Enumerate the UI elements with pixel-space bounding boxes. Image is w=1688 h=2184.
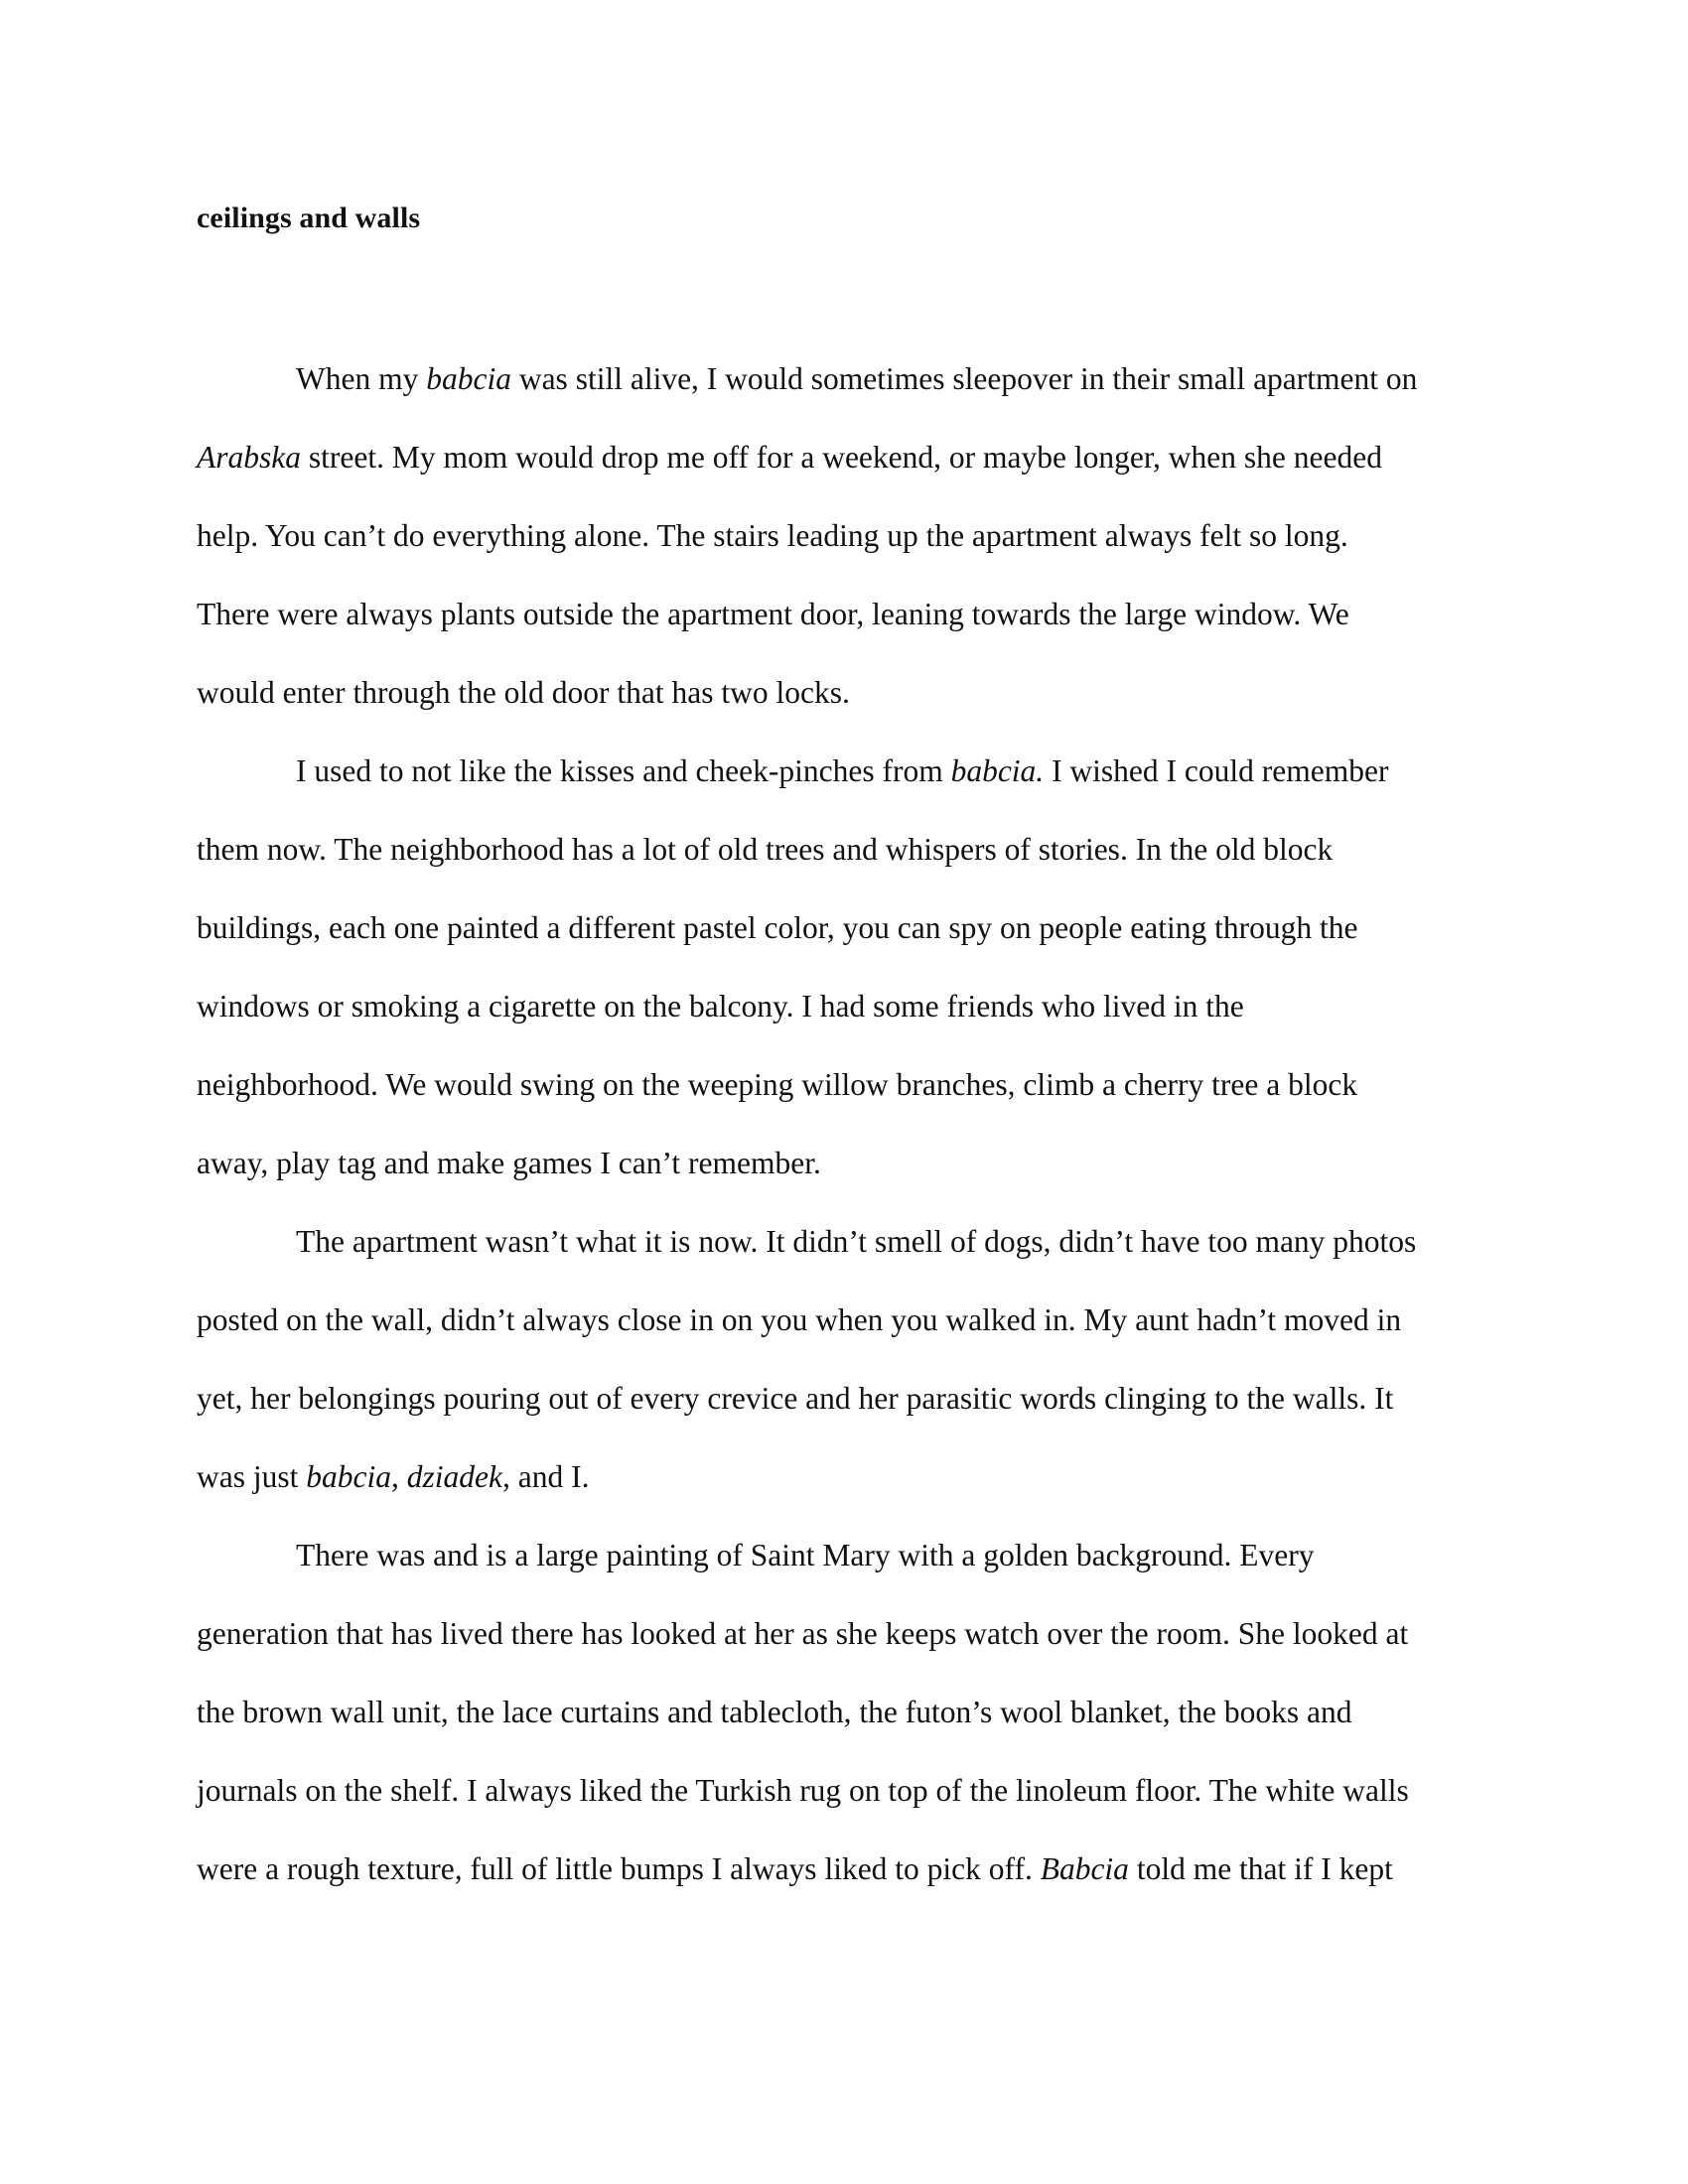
text-segment: them now. The neighborhood has a lot of old trees and whispers of stories. In the old block [197, 832, 1334, 867]
text-line [197, 1604, 1491, 1683]
text-line [197, 1291, 1491, 1369]
text-line [197, 1761, 1491, 1840]
text-segment: I used to not like the kisses and cheek-pinches from [296, 753, 951, 788]
text-line [197, 898, 1491, 977]
paragraph-first-line [197, 1526, 1491, 1604]
document-body [197, 349, 1491, 1918]
text-segment: There were always plants outside the apartment door, leaning towards the large window. We [197, 597, 1349, 631]
italic-word: Babcia [1040, 1851, 1129, 1886]
text-segment: I wished I could remember [1044, 753, 1389, 788]
text-segment: was just [197, 1459, 307, 1494]
paragraph-first-line [197, 1212, 1491, 1291]
text-segment: The apartment wasn’t what it is now. It didn’t smell of dogs, didn’t have too many photos [296, 1224, 1417, 1259]
italic-word: babcia. [950, 753, 1045, 788]
text-line [197, 1055, 1491, 1134]
text-line [197, 1369, 1491, 1447]
text-segment: help. You can’t do everything alone. The stairs leading up the apartment always felt so long. [197, 518, 1348, 553]
text-line [197, 428, 1491, 506]
text-line [197, 663, 1491, 742]
text-segment: , [390, 1459, 407, 1494]
document-title: ceilings and walls [197, 202, 421, 234]
text-line [197, 820, 1491, 898]
text-segment: There was and is a large painting of Saint Mary with a golden background. Every [296, 1538, 1315, 1572]
text-line [197, 1683, 1491, 1761]
text-line [197, 1134, 1491, 1212]
paragraph-first-line [197, 742, 1491, 820]
text-line [197, 1447, 1491, 1526]
text-line [197, 977, 1491, 1055]
text-segment: the brown wall unit, the lace curtains and tablecloth, the futon’s wool blanket, the books and [197, 1695, 1352, 1729]
paragraph-first-line [197, 349, 1491, 428]
text-line [197, 506, 1491, 585]
text-segment: neighborhood. We would swing on the weeping willow branches, climb a cherry tree a block [197, 1067, 1358, 1102]
text-line [197, 1840, 1491, 1918]
text-segment: yet, her belongings pouring out of every crevice and her parasitic words clinging to the walls. It [197, 1381, 1394, 1416]
text-segment: When my [296, 361, 427, 396]
italic-word: babcia [306, 1459, 391, 1494]
text-segment: would enter through the old door that has two locks. [197, 675, 850, 710]
text-segment: was still alive, I would sometimes sleepover in their small apartment on [510, 361, 1418, 396]
italic-word: Arabska [197, 440, 301, 475]
text-segment: generation that has lived there has looked at her as she keeps watch over the room. She looked at [197, 1616, 1409, 1651]
text-segment: street. My mom would drop me off for a weekend, or maybe longer, when she needed [301, 440, 1382, 475]
italic-word: dziadek [406, 1459, 502, 1494]
text-line [197, 585, 1491, 663]
text-segment: told me that if I kept [1128, 1851, 1393, 1886]
text-segment: were a rough texture, full of little bumps I always liked to pick off. [197, 1851, 1041, 1886]
text-segment: posted on the wall, didn’t always close in on you when you walked in. My aunt hadn’t moved in [197, 1302, 1402, 1337]
text-segment: windows or smoking a cigarette on the balcony. I had some friends who lived in the [197, 989, 1244, 1024]
text-segment: , and I. [501, 1459, 590, 1494]
text-segment: buildings, each one painted a different pastel color, you can spy on people eating through the [197, 910, 1358, 945]
text-segment: away, play tag and make games I can’t remember. [197, 1146, 821, 1180]
text-segment: journals on the shelf. I always liked the Turkish rug on top of the linoleum floor. The white walls [197, 1773, 1409, 1808]
italic-word: babcia [426, 361, 511, 396]
